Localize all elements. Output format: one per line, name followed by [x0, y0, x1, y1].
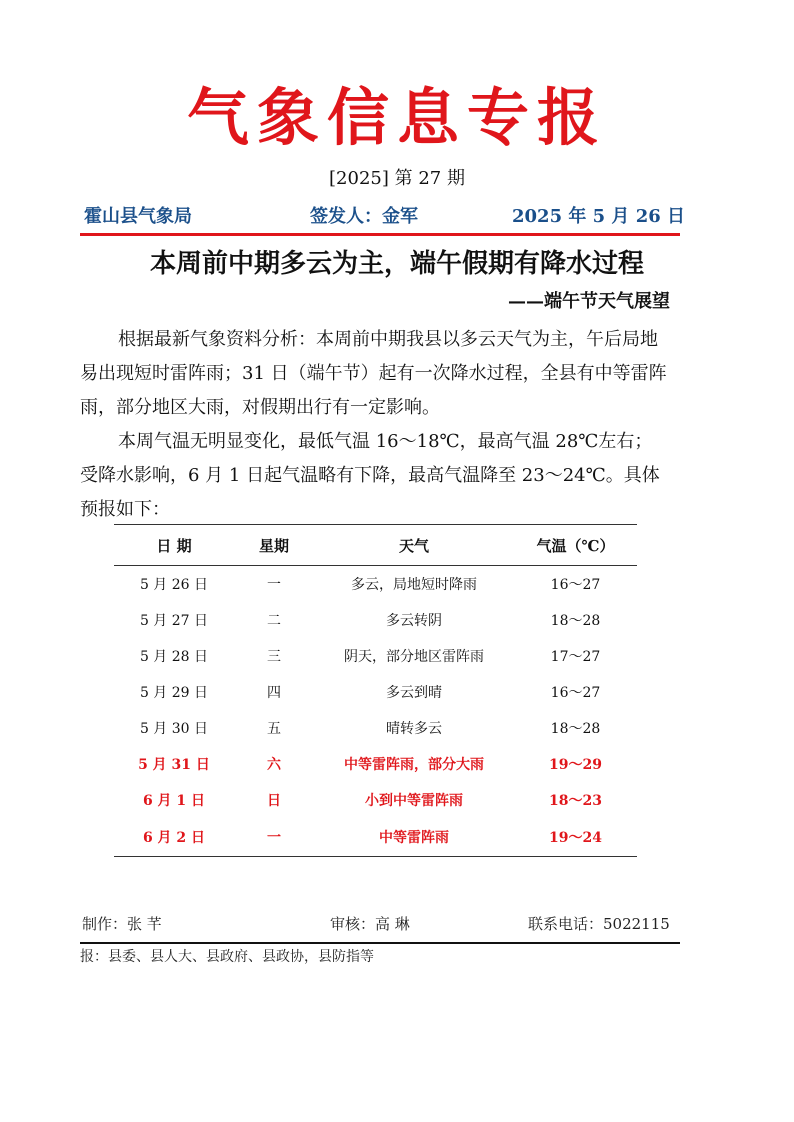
row-temperature: 19～24: [514, 818, 637, 857]
row-temperature: 17～27: [550, 649, 601, 665]
row-date: 5 月 30 日: [139, 721, 209, 737]
footer-phone: 联系电话：5022115: [528, 915, 670, 933]
row-weather: 多云到晴: [386, 685, 442, 701]
row-weekday: 一: [267, 577, 281, 593]
table-row: [114, 782, 637, 818]
row-weather: 阴天，部分地区雷阵雨: [344, 649, 484, 665]
row-date: 6 月 1 日: [142, 793, 206, 809]
row-weekday: 日: [267, 793, 281, 809]
footer-recipients: 报：县委、县人大、县政府、县政协，县防指等: [80, 949, 374, 965]
table-row: [114, 566, 637, 603]
header-divider: [80, 233, 680, 236]
row-weekday: 一: [234, 818, 314, 857]
issue-date: 2025 年 5 月 26 日: [512, 206, 686, 227]
row-date: 5 月 28 日: [139, 649, 209, 665]
issuing-organization: 霍山县气象局: [84, 206, 192, 227]
row-weekday: 五: [267, 721, 281, 737]
row-weekday: 二: [267, 613, 281, 629]
headline: 本周前中期多云为主，端午假期有降水过程: [149, 249, 644, 279]
subtitle: ——端午节天气展望: [508, 291, 670, 312]
row-weekday: 四: [267, 685, 281, 701]
row-weather: 多云，局地短时降雨: [351, 577, 477, 593]
table-row: [114, 638, 637, 674]
header-weekday: 星期: [234, 525, 314, 566]
issue-number: [2025] 第 27 期: [329, 168, 465, 189]
row-weekday: 三: [267, 649, 281, 665]
row-weather: 中等雷阵雨: [314, 818, 514, 857]
masthead-title: 气象信息专报: [186, 81, 607, 154]
row-temperature: 18～28: [550, 721, 601, 737]
row-date: 5 月 27 日: [139, 613, 209, 629]
header-weather: 天气: [314, 525, 514, 566]
footer-reviewer: 审核：高 琳: [330, 915, 410, 933]
signer: 签发人：金军: [310, 206, 418, 227]
footer-divider: [80, 942, 680, 944]
header-date: 日 期: [114, 525, 234, 566]
paragraph-temperature: 本周气温无明显变化，最低气温 16～18℃，最高气温 28℃左右；受降水影响，6 月 1 日起气温略有下降，最高气温降至 23～24℃。具体预报如下：: [80, 431, 660, 520]
row-temperature: 19～29: [549, 757, 602, 773]
row-temperature: 16～27: [550, 685, 601, 701]
table-row: [114, 710, 637, 746]
forecast-table: [114, 524, 637, 857]
header-temperature: 气温（℃）: [514, 525, 637, 566]
row-temperature: 16～27: [550, 577, 601, 593]
row-date: 5 月 29 日: [139, 685, 209, 701]
paragraph-analysis: 根据最新气象资料分析：本周前中期我县以多云天气为主，午后局地易出现短时雷阵雨；31 日（端午节）起有一次降水过程，全县有中等雷阵雨，部分地区大雨，对假期出行有一定影响。: [80, 329, 667, 418]
table-row: [114, 746, 637, 782]
table-row: [114, 602, 637, 638]
table-header-row: [114, 525, 637, 566]
row-date: 6 月 2 日: [114, 818, 234, 857]
table-row: [114, 818, 637, 857]
row-date: 5 月 26 日: [139, 577, 209, 593]
table-row: [114, 674, 637, 710]
row-weekday: 六: [267, 757, 281, 773]
row-weather: 中等雷阵雨，部分大雨: [344, 757, 484, 773]
row-weather: 小到中等雷阵雨: [365, 793, 463, 809]
row-temperature: 18～23: [549, 793, 602, 809]
row-weather: 晴转多云: [386, 721, 442, 737]
footer-maker: 制作：张 芊: [82, 915, 162, 933]
row-weather: 多云转阴: [386, 613, 442, 629]
row-temperature: 18～28: [550, 613, 601, 629]
row-date: 5 月 31 日: [138, 757, 210, 773]
